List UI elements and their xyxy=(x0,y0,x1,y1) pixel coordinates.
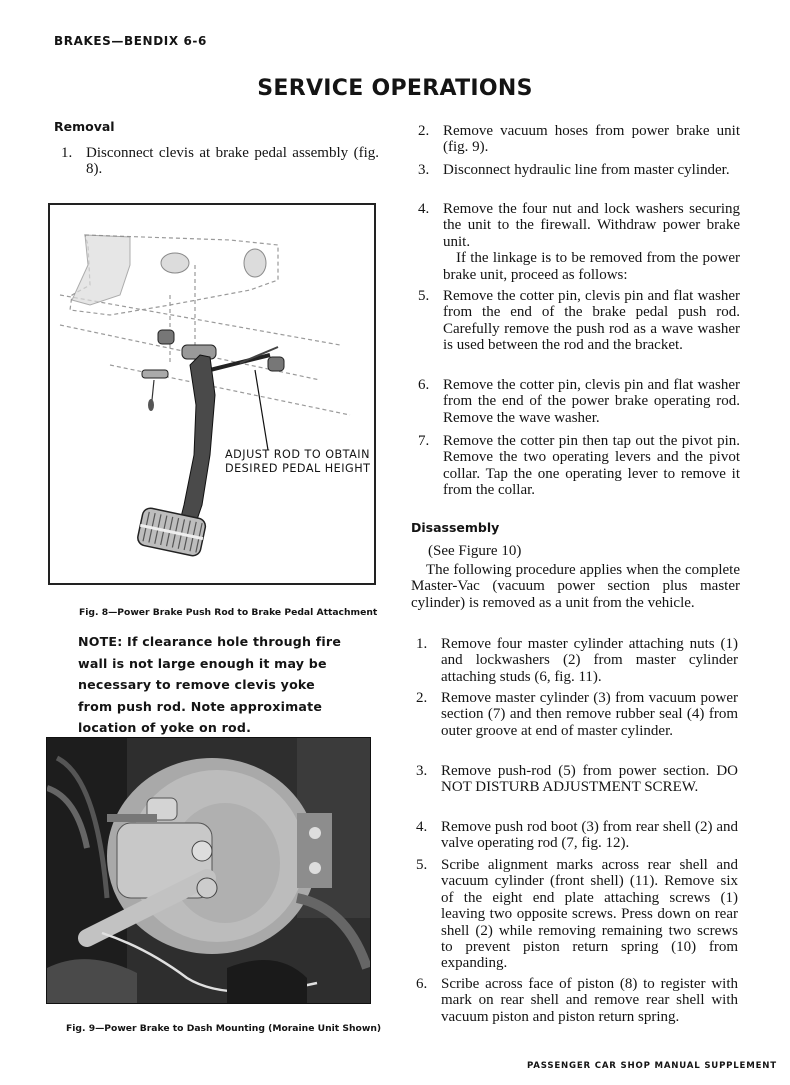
removal-heading: Removal xyxy=(54,119,115,134)
page-title: SERVICE OPERATIONS xyxy=(257,76,533,101)
step-number: 2. xyxy=(416,690,428,706)
brake-pedal-diagram-icon xyxy=(50,205,374,583)
removal-step-4 xyxy=(418,201,740,283)
disassembly-step-5 xyxy=(416,857,738,972)
step-number: 3. xyxy=(418,162,430,178)
step-text xyxy=(443,201,740,283)
disassembly-intro: The following procedure applies when the complete Master-Vac (vacuum power section plus master cylinder) is removed as a unit from the vehicle. xyxy=(411,562,740,611)
page-footer: PASSENGER CAR SHOP MANUAL SUPPLEMENT xyxy=(527,1061,777,1071)
removal-step-3 xyxy=(418,162,740,178)
step-text: Scribe across face of piston (8) to register with mark on rear shell and remove rear shell with vacuum piston and piston return spring. xyxy=(441,976,738,1025)
step-number: 7. xyxy=(418,433,430,449)
figure-9-caption: Fig. 9—Power Brake to Dash Mounting (Moraine Unit Shown) xyxy=(66,1023,382,1034)
step-text: Remove push-rod (5) from power section. DO NOT DISTURB ADJUSTMENT SCREW. xyxy=(441,763,738,796)
disassembly-heading: Disassembly xyxy=(411,520,500,535)
figure-8-caption: Fig. 8—Power Brake Push Rod to Brake Pedal Attachment xyxy=(79,607,378,618)
step-text: Remove master cylinder (3) from vacuum power section (7) and then remove rubber seal (4) from outer groove at end of master cylinder. xyxy=(441,690,738,739)
disassembly-step-1 xyxy=(416,636,738,685)
step-number: 5. xyxy=(416,857,428,873)
step-number: 4. xyxy=(418,201,430,217)
disassembly-step-2 xyxy=(416,690,738,739)
step-text: Remove the cotter pin then tap out the pivot pin. Remove the two operating levers and the pivot collar. Tap the one operating lever to remove it from the collar. xyxy=(443,433,740,499)
step-number: 3. xyxy=(416,763,428,779)
step-text: Remove the cotter pin, clevis pin and flat washer from the end of the power brake operating rod. Remove the wave washer. xyxy=(443,377,740,426)
step-text-main: Remove the four nut and lock washers securing the unit to the firewall. Withdraw power brake unit. xyxy=(443,201,740,250)
step-text: Remove vacuum hoses from power brake unit (fig. 9). xyxy=(443,123,740,156)
step-number: 2. xyxy=(418,123,430,139)
removal-step-7 xyxy=(418,433,740,499)
figure-8-callout xyxy=(225,448,370,476)
step-text: Remove push rod boot (3) from rear shell (2) and valve operating rod (7, fig. 12). xyxy=(441,819,738,852)
disassembly-step-3 xyxy=(416,763,738,796)
callout-line-1: ADJUST ROD TO OBTAIN xyxy=(225,448,370,461)
step-text: Disconnect hydraulic line from master cylinder. xyxy=(443,162,730,178)
removal-step-6 xyxy=(418,377,740,426)
step-text: Disconnect clevis at brake pedal assembly (fig. 8). xyxy=(86,145,379,178)
step-number: 6. xyxy=(418,377,430,393)
figure-9-photo xyxy=(46,737,371,1004)
step-text-continuation: If the linkage is to be removed from the power brake unit, proceed as follows: xyxy=(443,250,740,283)
step-text: Remove four master cylinder attaching nuts (1) and lockwashers (2) from master cylinder attaching studs (6, fig. 11). xyxy=(441,636,738,685)
note-text: NOTE: If clearance hole through fire wall is not large enough it may be necessary to remove clevis yoke from push rod. Note approximate location of yoke on rod. xyxy=(78,634,342,735)
disassembly-step-6 xyxy=(416,976,738,1025)
removal-step-1 xyxy=(61,145,379,178)
step-text: Scribe alignment marks across rear shell and vacuum cylinder (front shell) (11). Remove six of the eight end plate attaching screws (1) leaving two opposite screws. Press down on rear shell (2) while removing remaining two screws to prevent piston return spring (10) from expanding. xyxy=(441,857,738,972)
callout-line-2: DESIRED PEDAL HEIGHT xyxy=(225,462,371,475)
running-head: BRAKES—BENDIX 6-6 xyxy=(54,34,207,48)
step-number: 5. xyxy=(418,288,430,304)
step-number: 1. xyxy=(61,145,73,161)
figure-8-illustration xyxy=(48,203,376,585)
disassembly-step-4 xyxy=(416,819,738,852)
step-number: 1. xyxy=(416,636,428,652)
removal-step-2 xyxy=(418,123,740,156)
step-number: 4. xyxy=(416,819,428,835)
power-brake-photo-icon xyxy=(47,738,371,1004)
step-text: Remove the cotter pin, clevis pin and flat washer from the end of the brake pedal push rod. Carefully remove the push rod as a wave washer is used between the rod and the bracket. xyxy=(443,288,740,354)
step-number: 6. xyxy=(416,976,428,992)
see-figure-reference: (See Figure 10) xyxy=(428,543,522,559)
removal-step-5 xyxy=(418,288,740,354)
